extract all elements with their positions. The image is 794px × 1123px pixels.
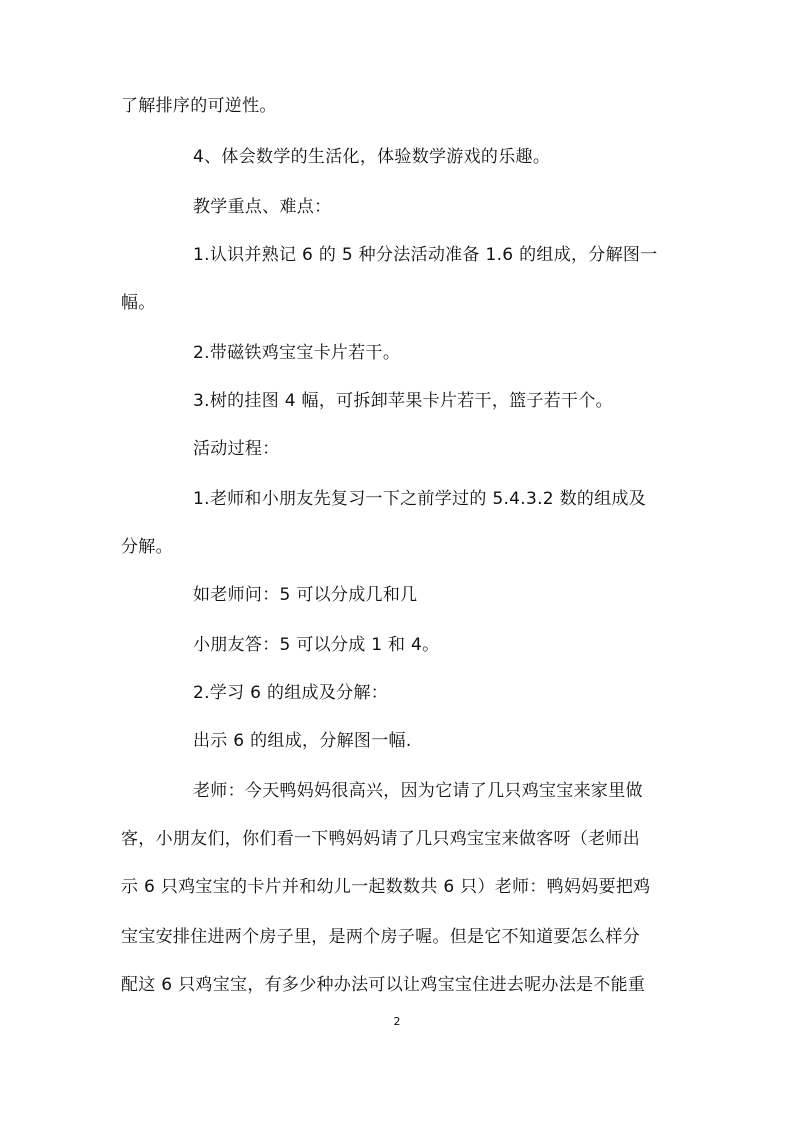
text-line-15: 老师：今天鸭妈妈很高兴，因为它请了几只鸡宝宝来家里做 [193, 781, 643, 801]
text-line-7: 3.树的挂图 4 幅，可拆卸苹果卡片若干，篮子若干个。 [193, 391, 613, 411]
text-line-10: 分解。 [121, 537, 173, 557]
text-line-11: 如老师问：5 可以分成几和几 [193, 585, 418, 605]
text-line-14: 出示 6 的组成，分解图一幅. [193, 731, 412, 751]
text-line-16: 客，小朋友们，你们看一下鸭妈妈请了几只鸡宝宝来做客呀（老师出 [121, 829, 640, 849]
text-line-1: 了解排序的可逆性。 [121, 96, 277, 116]
text-line-18: 宝宝安排住进两个房子里，是两个房子喔。但是它不知道要怎么样分 [121, 927, 640, 947]
text-line-13: 2.学习 6 的组成及分解： [193, 683, 389, 703]
text-line-8: 活动过程： [193, 439, 280, 459]
page-number: 2 [393, 1015, 401, 1028]
text-line-3: 教学重点、难点： [193, 197, 332, 217]
text-line-5: 幅。 [121, 293, 156, 313]
text-line-9: 1.老师和小朋友先复习一下之前学过的 5.4.3.2 数的组成及 [193, 489, 647, 509]
text-line-19: 配这 6 只鸡宝宝，有多少种办法可以让鸡宝宝住进去呢办法是不能重 [121, 975, 646, 995]
text-line-6: 2.带磁铁鸡宝宝卡片若干。 [193, 343, 401, 363]
text-line-2: 4、体会数学的生活化，体验数学游戏的乐趣。 [193, 147, 551, 167]
text-line-17: 示 6 只鸡宝宝的卡片并和幼儿一起数数共 6 只）老师：鸭妈妈要把鸡 [121, 877, 651, 897]
text-line-4: 1.认识并熟记 6 的 5 种分法活动准备 1.6 的组成，分解图一 [193, 245, 658, 265]
text-line-12: 小朋友答：5 可以分成 1 和 4。 [193, 635, 440, 655]
